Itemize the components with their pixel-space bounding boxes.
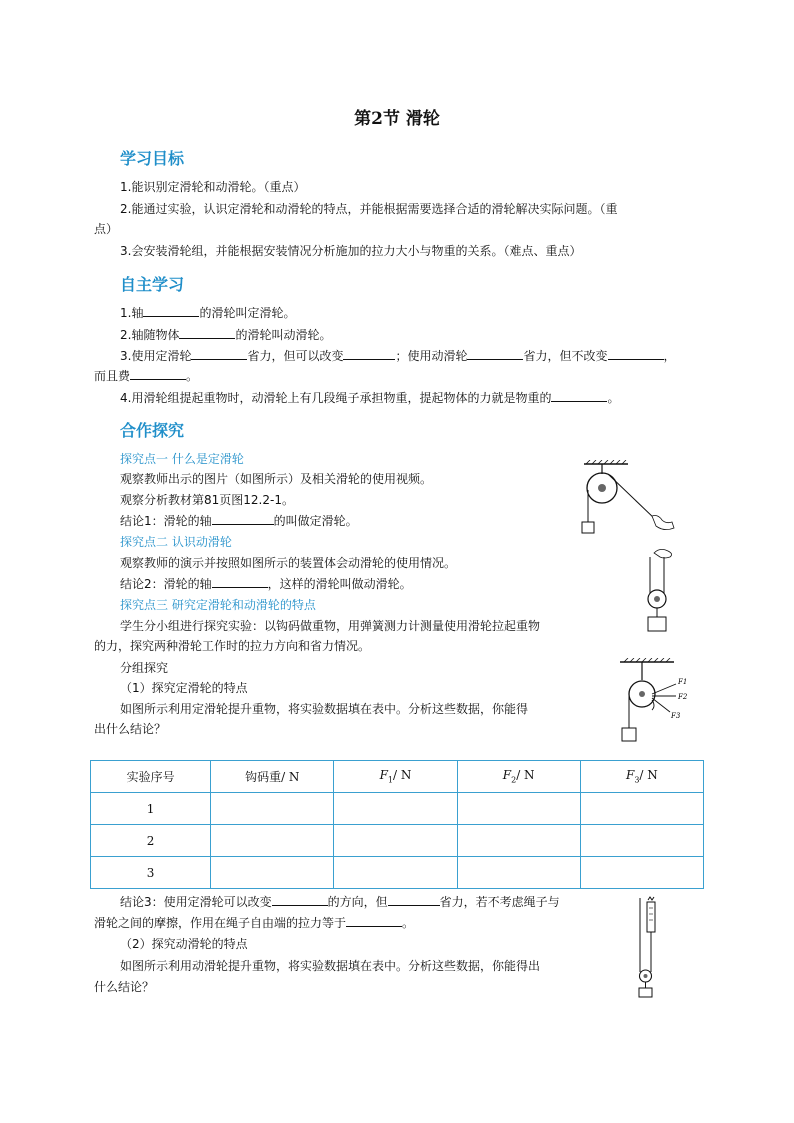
- sub-heading-fixed-pulley: （1）探究定滑轮的特点: [120, 681, 248, 695]
- answer-blank[interactable]: [343, 347, 395, 360]
- table-header-cell: $F_3/$ N: [580, 761, 703, 793]
- experiment-table: [90, 760, 704, 889]
- table-cell[interactable]: [580, 825, 703, 857]
- explore-point-2-line-1: 观察教师的演示并按照如图所示的装置体会动滑轮的使用情况。: [120, 556, 457, 570]
- answer-blank[interactable]: [346, 914, 402, 927]
- answer-blank[interactable]: [388, 893, 440, 906]
- goal-2-cont: 点）: [94, 222, 119, 236]
- table-cell[interactable]: [580, 793, 703, 825]
- section-cooperate-heading: 合作探究: [120, 421, 185, 440]
- goal-3: 3.会安装滑轮组，并能根据安装情况分析施加的拉力大小与物重的关系。（难点、重点）: [120, 244, 582, 258]
- answer-blank[interactable]: [212, 575, 268, 588]
- conclusion-1: 结论1：滑轮的轴 的叫做定滑轮。: [120, 514, 358, 528]
- table-row: [91, 857, 704, 889]
- force-label-f2: F2: [678, 693, 688, 701]
- explore-point-1-title: 探究点一 什么是定滑轮: [120, 452, 244, 466]
- conclusion-3-cont: 滑轮之间的摩擦，作用在绳子自由端的拉力等于 。: [94, 916, 415, 930]
- answer-blank[interactable]: [608, 347, 664, 360]
- table-cell[interactable]: [580, 857, 703, 889]
- movable-pulley-instruction-2: 什么结论？: [94, 980, 155, 994]
- movable-pulley-figure: [630, 547, 690, 635]
- answer-blank[interactable]: [551, 389, 607, 402]
- goal-1: 1.能识别定滑轮和动滑轮。（重点）: [120, 180, 306, 194]
- explore-point-3-title: 探究点三 研究定滑轮和动滑轮的特点: [120, 598, 316, 612]
- explore-point-2-title: 探究点二 认识动滑轮: [120, 535, 232, 549]
- table-cell[interactable]: [211, 825, 334, 857]
- force-label-f3: F3: [671, 712, 681, 720]
- table-header-cell: $F_1/$ N: [334, 761, 457, 793]
- table-row: [91, 825, 704, 857]
- self-study-q4: 4.用滑轮组提起重物时，动滑轮上有几段绳子承担物重，提起物体的力就是物重的 。: [120, 391, 620, 405]
- force-label-f1: F1: [678, 678, 688, 686]
- table-cell[interactable]: [334, 825, 457, 857]
- goal-2: 2.能通过实验，认识定滑轮和动滑轮的特点，并能根据需要选择合适的滑轮解决实际问题。（重: [120, 202, 618, 216]
- fixed-pulley-figure: [578, 460, 678, 536]
- answer-blank[interactable]: [179, 326, 235, 339]
- answer-blank[interactable]: [191, 347, 247, 360]
- table-cell: 2: [91, 825, 211, 857]
- table-cell: 3: [91, 857, 211, 889]
- section-goals-heading: 学习目标: [120, 149, 185, 168]
- answer-blank[interactable]: [130, 367, 186, 380]
- movable-pulley-instruction-1: 如图所示利用动滑轮提升重物，将实验数据填在表中。分析这些数据，你能得出: [120, 959, 541, 973]
- answer-blank[interactable]: [467, 347, 523, 360]
- table-header-row: [91, 761, 704, 793]
- self-study-q1: 1.轴 的滑轮叫定滑轮。: [120, 306, 296, 320]
- answer-blank[interactable]: [212, 512, 274, 525]
- explore-point-3-line-2: 的力，探究两种滑轮工作时的拉力方向和省力情况。: [94, 639, 371, 653]
- conclusion-3: 结论3：使用定滑轮可以改变 的方向，但 省力，若不考虑绳子与: [120, 895, 560, 909]
- self-study-q3: 3.使用定滑轮 省力，但可以改变 ；使用动滑轮 省力，但不改变 ，: [120, 349, 676, 363]
- table-cell[interactable]: [457, 857, 580, 889]
- page-title: 第2节 滑轮: [354, 109, 440, 129]
- section-self-study-heading: 自主学习: [120, 275, 185, 294]
- fixed-pulley-instruction-1: 如图所示利用定滑轮提升重物，将实验数据填在表中。分析这些数据，你能得: [120, 702, 529, 716]
- table-cell[interactable]: [457, 793, 580, 825]
- answer-blank[interactable]: [272, 893, 328, 906]
- table-cell[interactable]: [211, 793, 334, 825]
- table-header-cell: 钩码重/ N: [211, 761, 334, 793]
- table-cell[interactable]: [334, 793, 457, 825]
- table-cell[interactable]: [211, 857, 334, 889]
- self-study-q2: 2.轴随物体 的滑轮叫动滑轮。: [120, 328, 332, 342]
- fixed-pulley-forces-figure: [618, 658, 700, 746]
- sub-heading-movable-pulley: （2）探究动滑轮的特点: [120, 937, 248, 951]
- table-cell[interactable]: [334, 857, 457, 889]
- self-study-q3-cont: 而且费 。: [94, 369, 199, 383]
- conclusion-2: 结论2：滑轮的轴 ，这样的滑轮叫做动滑轮。: [120, 577, 412, 591]
- explore-point-3-line-1: 学生分小组进行探究实验：以钩码做重物，用弹簧测力计测量使用滑轮拉起重物: [120, 619, 541, 633]
- movable-pulley-spring-scale-figure: [630, 896, 670, 1006]
- table-row: [91, 793, 704, 825]
- explore-point-1-line-2: 观察分析教材第81页图12.2-1。: [120, 493, 294, 507]
- explore-point-1-line-1: 观察教师出示的图片（如图所示）及相关滑轮的使用视频。: [120, 472, 433, 486]
- group-explore-label: 分组探究: [120, 661, 169, 675]
- table-header-cell: 实验序号: [91, 761, 211, 793]
- answer-blank[interactable]: [143, 304, 199, 317]
- table-header-cell: $F_2/$ N: [457, 761, 580, 793]
- fixed-pulley-instruction-2: 出什么结论？: [94, 722, 167, 736]
- table-cell: 1: [91, 793, 211, 825]
- table-cell[interactable]: [457, 825, 580, 857]
